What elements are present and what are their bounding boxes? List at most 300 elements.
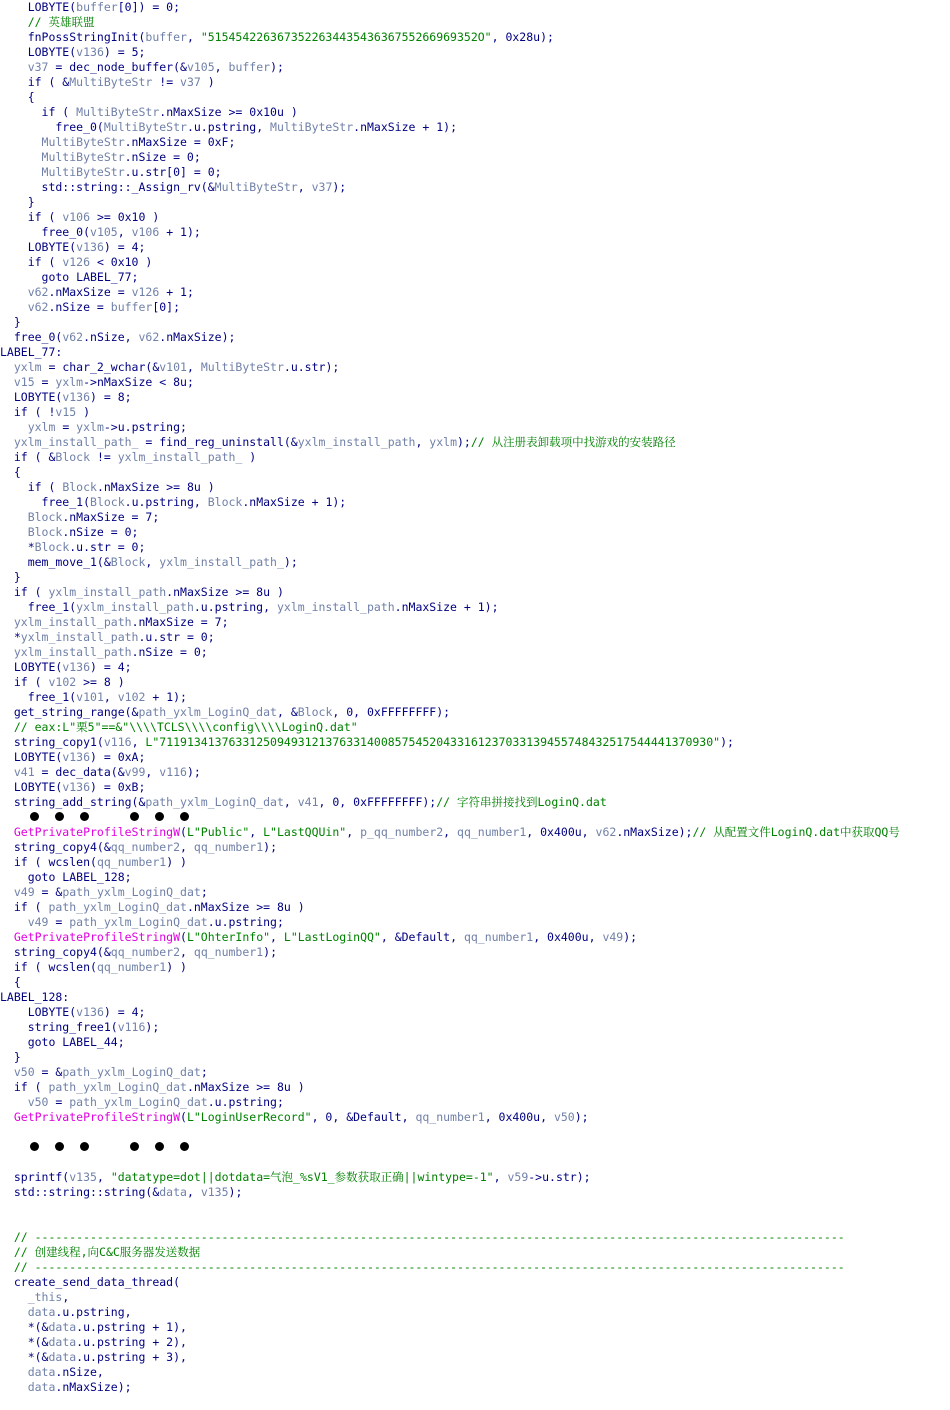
code-token: if ( — [0, 675, 49, 689]
code-variable: v101 — [159, 360, 187, 374]
code-token: LOBYTE( — [0, 780, 63, 794]
code-line[interactable] — [0, 1305, 132, 1320]
code-token: ); — [270, 60, 284, 74]
code-token: .nMaxSize + 1); — [394, 600, 499, 614]
code-token: std::string::_Assign_rv(& — [0, 180, 215, 194]
code-variable: qq_number1 — [193, 945, 264, 959]
code-line[interactable] — [0, 450, 256, 465]
code-line[interactable] — [0, 960, 187, 975]
code-line[interactable] — [0, 600, 499, 615]
code-token: fnPossStringInit( — [0, 30, 146, 44]
code-token: ( — [180, 825, 187, 839]
code-variable: yxlm_install_path — [48, 585, 167, 599]
code-line[interactable] — [0, 765, 201, 780]
code-variable: v116 — [117, 1020, 146, 1034]
code-line[interactable] — [0, 300, 180, 315]
code-token: free_1( — [0, 600, 77, 614]
code-token: = — [48, 915, 70, 929]
code-variable: qq_number1 — [96, 960, 167, 974]
code-token: *(& — [0, 1350, 49, 1364]
code-comment: // 字符串拼接找到LoginQ.dat — [436, 795, 607, 809]
code-token: { — [0, 465, 21, 479]
code-token: LOBYTE( — [0, 45, 77, 59]
code-variable: v136 — [76, 240, 104, 254]
code-variable: Block — [55, 450, 91, 464]
code-variable: Block — [62, 480, 97, 494]
code-token: if ( — [0, 900, 49, 914]
code-variable: path_yxlm_LoginQ_dat — [145, 795, 284, 809]
code-token: string_copy4(& — [0, 840, 111, 854]
code-token: if ( — [0, 210, 63, 224]
code-token: .u.str); — [283, 360, 340, 374]
code-string: L"LoginUserRecord" — [186, 1110, 312, 1124]
code-line[interactable] — [0, 1095, 284, 1110]
ellipsis-dot — [130, 1142, 139, 1151]
code-token: create_send_data_thread( — [0, 1275, 181, 1289]
code-token: >= 8 ) — [76, 675, 125, 689]
code-token: if ( wcslen( — [0, 960, 97, 974]
code-line[interactable] — [0, 1185, 242, 1200]
code-line[interactable] — [0, 1275, 180, 1290]
code-token: if ( & — [0, 450, 56, 464]
code-token: if ( — [0, 1080, 49, 1094]
code-token: LABEL_77: — [0, 345, 63, 359]
code-variable: v49 — [0, 915, 49, 929]
code-token: = & — [34, 1065, 63, 1079]
code-string: L"LastQQUin" — [263, 825, 347, 839]
code-line[interactable] — [0, 225, 201, 240]
code-token: if ( — [0, 480, 63, 494]
code-variable: Block — [207, 495, 243, 509]
code-line[interactable] — [0, 795, 607, 810]
code-line[interactable] — [0, 975, 21, 990]
code-variable: path_yxlm_LoginQ_dat — [62, 885, 201, 899]
code-line[interactable] — [0, 1035, 125, 1050]
code-line[interactable] — [0, 0, 180, 15]
code-token: ) ) — [166, 960, 187, 974]
code-token: , — [180, 945, 194, 959]
code-token: string_copy1( — [0, 735, 104, 749]
code-variable: yxlm_install_path — [276, 600, 395, 614]
code-line[interactable] — [0, 210, 159, 225]
code-token: [0]) = 0; — [117, 0, 181, 14]
code-line[interactable] — [0, 1320, 187, 1335]
code-line[interactable] — [0, 1380, 132, 1395]
ellipsis-dot — [80, 1142, 89, 1151]
code-line[interactable] — [0, 135, 235, 150]
code-variable: v62 — [0, 285, 49, 299]
code-line[interactable] — [0, 645, 208, 660]
code-token: ) = 8; — [90, 390, 132, 404]
code-token: ); — [574, 1110, 589, 1124]
code-line[interactable] — [0, 840, 277, 855]
code-line[interactable] — [0, 435, 676, 450]
code-variable: v106 — [131, 225, 160, 239]
code-line[interactable] — [0, 690, 187, 705]
code-variable: v136 — [62, 660, 91, 674]
code-token: , 0x28u); — [491, 30, 554, 44]
code-token: .nMaxSize >= 8u ) — [186, 1080, 305, 1094]
code-variable: data — [0, 1365, 56, 1379]
code-line[interactable] — [0, 1350, 187, 1365]
code-line[interactable] — [0, 255, 152, 270]
code-token: .u.pstring + 2), — [76, 1335, 187, 1349]
code-token: , — [145, 765, 160, 779]
code-line[interactable] — [0, 120, 457, 135]
code-variable: data — [48, 1350, 77, 1364]
code-variable: v136 — [62, 750, 91, 764]
code-variable: data — [0, 1380, 56, 1394]
code-token: .u.str[0] = 0; — [124, 165, 222, 179]
ellipsis-dot — [180, 1142, 189, 1151]
code-variable: data — [48, 1320, 77, 1334]
code-token: LABEL_128: — [0, 990, 70, 1004]
code-token: ->nMaxSize < 8u; — [83, 375, 194, 389]
code-token: if ( & — [0, 75, 70, 89]
code-variable: qq_number1 — [415, 1110, 485, 1124]
code-token: mem_move_1(& — [0, 555, 111, 569]
code-line[interactable] — [0, 945, 277, 960]
code-variable: v101 — [76, 690, 104, 704]
code-token: LOBYTE( — [0, 390, 63, 404]
code-line[interactable] — [0, 495, 346, 510]
code-line[interactable] — [0, 630, 215, 645]
ellipsis-dot — [55, 1142, 64, 1151]
code-line[interactable] — [0, 1080, 305, 1095]
code-token: LOBYTE( — [0, 1005, 77, 1019]
code-line[interactable] — [0, 825, 900, 840]
code-token: , & — [276, 705, 298, 719]
code-variable: buffer — [76, 0, 118, 14]
code-token: ) = 4; — [103, 1005, 146, 1019]
code-line[interactable] — [0, 375, 194, 390]
code-token: { — [0, 975, 21, 989]
code-token: , &Default, — [380, 930, 464, 944]
code-token: = — [34, 375, 56, 389]
code-variable: MultiByteStr — [69, 75, 153, 89]
code-token: , 0x400u, — [526, 825, 596, 839]
code-line[interactable] — [0, 930, 637, 945]
code-string: "datatype=dot||dotdata=气泡_%sV1_参数获取正确||wintype=-1" — [110, 1170, 494, 1184]
code-token: , — [145, 555, 160, 569]
code-line[interactable] — [0, 780, 145, 795]
code-variable: Block — [0, 510, 63, 524]
code-token: + 1); — [159, 225, 201, 239]
code-line[interactable] — [0, 30, 554, 45]
code-variable: v105 — [90, 225, 118, 239]
ellipsis-dot — [155, 1142, 164, 1151]
code-line[interactable] — [0, 90, 35, 105]
code-line[interactable] — [0, 660, 132, 675]
code-line[interactable] — [0, 1050, 21, 1065]
code-token: , — [493, 1170, 508, 1184]
code-token: .nSize = 0; — [62, 525, 139, 539]
code-variable: v59 — [507, 1170, 529, 1184]
code-token: , — [131, 735, 146, 749]
code-comment: // --------------------------------------------------------------------------------------------------------------------- — [0, 1230, 845, 1244]
code-token: = — [55, 420, 77, 434]
code-line[interactable] — [0, 195, 35, 210]
code-token: , — [270, 930, 284, 944]
code-string: L"OhterInfo" — [186, 930, 271, 944]
code-token: .u.pstring, — [193, 600, 277, 614]
code-variable: Block — [110, 555, 146, 569]
code-token: .nMaxSize + 1); — [353, 120, 457, 134]
code-token: ( — [180, 930, 187, 944]
code-variable: path_yxlm_LoginQ_dat — [69, 1095, 208, 1109]
code-line[interactable] — [0, 540, 145, 555]
code-token: .nMaxSize = 7; — [131, 615, 229, 629]
code-variable: data — [48, 1335, 77, 1349]
code-token: std::string::string(& — [0, 1185, 160, 1199]
code-token: .u.pstring, — [124, 495, 208, 509]
code-line[interactable] — [0, 1170, 591, 1185]
code-token: *(& — [0, 1335, 49, 1349]
code-token: string_copy4(& — [0, 945, 111, 959]
code-token: , — [186, 30, 201, 44]
code-token: LOBYTE( — [0, 660, 63, 674]
code-line[interactable] — [0, 465, 21, 480]
code-variable: yxlm — [429, 435, 457, 449]
code-variable: v41 — [297, 795, 319, 809]
code-line[interactable] — [0, 165, 222, 180]
code-token: .nSize = 0; — [131, 645, 208, 659]
code-line[interactable] — [0, 330, 235, 345]
code-token: goto LABEL_77; — [0, 270, 139, 284]
code-token: , 0x400u, — [533, 930, 603, 944]
code-token: .u.pstring; — [207, 1095, 284, 1109]
code-api-call: GetPrivateProfileStringW — [0, 930, 181, 944]
code-token: if ( ! — [0, 405, 56, 419]
code-line[interactable] — [0, 1005, 145, 1020]
code-variable: _this — [0, 1290, 63, 1304]
code-token: .nSize = 0; — [124, 150, 201, 164]
code-token: LOBYTE( — [0, 0, 77, 14]
code-comment: // 英雄联盟 — [0, 15, 95, 29]
code-line[interactable] — [0, 420, 187, 435]
code-variable: v102 — [48, 675, 77, 689]
code-line[interactable] — [0, 480, 215, 495]
code-variable: yxlm_install_path — [0, 645, 132, 659]
code-line[interactable] — [0, 1245, 200, 1260]
code-variable: v49 — [0, 885, 35, 899]
code-line[interactable] — [0, 60, 284, 75]
code-variable: v50 — [553, 1110, 575, 1124]
code-variable: v49 — [602, 930, 624, 944]
code-variable: yxlm_install_path_ — [117, 450, 243, 464]
code-line[interactable] — [0, 285, 194, 300]
code-line[interactable] — [0, 1365, 104, 1380]
code-token: .u.pstring, — [55, 1305, 132, 1319]
code-variable: yxlm — [76, 420, 104, 434]
code-token: + 1); — [145, 690, 187, 704]
code-variable: MultiByteStr — [214, 180, 298, 194]
code-variable: v136 — [62, 780, 91, 794]
code-variable: v41 — [0, 765, 35, 779]
code-line[interactable] — [0, 1335, 187, 1350]
code-variable: Block — [34, 540, 70, 554]
code-token: ); — [263, 840, 277, 854]
code-variable: v99 — [124, 765, 146, 779]
code-token: string_add_string(& — [0, 795, 146, 809]
code-line[interactable] — [0, 1230, 845, 1245]
code-line[interactable] — [0, 390, 132, 405]
code-line[interactable] — [0, 735, 734, 750]
code-variable: qq_number1 — [193, 840, 264, 854]
code-token: ) = 0xA; — [90, 750, 146, 764]
code-line[interactable] — [0, 1065, 208, 1080]
code-token: .u.pstring; — [207, 915, 284, 929]
code-token: ; — [200, 1065, 208, 1079]
code-token: goto LABEL_128; — [0, 870, 132, 884]
code-line[interactable] — [0, 45, 145, 60]
code-variable: v62 — [138, 330, 160, 344]
code-variable: MultiByteStr — [76, 105, 160, 119]
code-line[interactable] — [0, 570, 21, 585]
code-line[interactable] — [0, 555, 298, 570]
code-token: .u.pstring, — [186, 120, 271, 134]
code-api-call: GetPrivateProfileStringW — [0, 1110, 181, 1124]
code-line[interactable] — [0, 675, 125, 690]
code-line[interactable] — [0, 990, 69, 1005]
code-line[interactable] — [0, 1110, 589, 1125]
code-line[interactable] — [0, 15, 94, 30]
code-line[interactable] — [0, 885, 208, 900]
code-line[interactable] — [0, 525, 138, 540]
code-token: .nMaxSize >= 8u ) — [96, 480, 215, 494]
code-variable: v136 — [62, 390, 91, 404]
code-variable: path_yxlm_LoginQ_dat — [62, 1065, 201, 1079]
code-token: ) = 4; — [103, 240, 146, 254]
code-line[interactable] — [0, 1260, 845, 1275]
code-line[interactable] — [0, 720, 358, 735]
code-token: * — [0, 630, 21, 644]
code-token: ); — [720, 735, 734, 749]
code-line[interactable] — [0, 585, 284, 600]
code-line[interactable] — [0, 1020, 159, 1035]
code-variable: Block — [90, 495, 125, 509]
code-line[interactable] — [0, 345, 62, 360]
code-variable: v62 — [595, 825, 617, 839]
code-token: LOBYTE( — [0, 750, 63, 764]
code-variable: v37 — [180, 75, 201, 89]
code-token: free_0( — [0, 120, 104, 134]
code-token: .nMaxSize = 7; — [62, 510, 160, 524]
code-token: = dec_data(& — [34, 765, 125, 779]
code-variable: Block — [0, 525, 63, 539]
code-token: .nMaxSize); — [55, 1380, 132, 1394]
code-variable: v126 — [62, 255, 91, 269]
code-token: ) ) — [166, 855, 187, 869]
code-token: .nMaxSize >= 8u ) — [166, 585, 284, 599]
code-line[interactable] — [0, 900, 305, 915]
code-string: "515454226367352263443543636755266969352O" — [200, 30, 492, 44]
code-line[interactable] — [0, 360, 339, 375]
code-token: , — [180, 840, 194, 854]
code-string: L"LastLoginQQ" — [283, 930, 381, 944]
code-token: } — [0, 1050, 21, 1064]
code-comment: // 从注册表卸载项中找游戏的安装路径 — [470, 435, 676, 449]
code-variable: v102 — [117, 690, 146, 704]
code-token: goto LABEL_44; — [0, 1035, 125, 1049]
code-token: ); — [283, 555, 298, 569]
code-token: free_1( — [0, 690, 77, 704]
code-line[interactable] — [0, 855, 187, 870]
code-token: } — [0, 570, 21, 584]
code-variable: yxlm_install_path — [20, 630, 139, 644]
code-token: free_1( — [0, 495, 91, 509]
code-token: if ( — [0, 585, 49, 599]
code-token: != — [152, 75, 181, 89]
code-token: ; — [200, 885, 208, 899]
code-comment: // 从配置文件LoginQ.dat中获取QQ号 — [692, 825, 900, 839]
code-variable: v135 — [69, 1170, 97, 1184]
code-line[interactable] — [0, 75, 215, 90]
code-variable: v37 — [311, 180, 333, 194]
code-line[interactable] — [0, 870, 132, 885]
code-token: .nMaxSize = — [48, 285, 132, 299]
code-token: , 0x400u, — [484, 1110, 554, 1124]
code-token: ) — [76, 405, 91, 419]
code-line[interactable] — [0, 240, 145, 255]
code-variable: Block — [297, 705, 333, 719]
ellipsis-dot — [180, 812, 189, 821]
code-token: ) — [200, 75, 215, 89]
code-line[interactable] — [0, 270, 138, 285]
code-line[interactable] — [0, 105, 298, 120]
code-line[interactable] — [0, 1290, 69, 1305]
code-token: , — [214, 60, 229, 74]
code-variable: qq_number2 — [110, 840, 181, 854]
ellipsis-dot — [130, 812, 139, 821]
code-line[interactable] — [0, 180, 346, 195]
code-token: , — [415, 435, 430, 449]
code-token: * — [0, 540, 35, 554]
code-token: .nMaxSize + 1); — [242, 495, 347, 509]
code-line[interactable] — [0, 750, 145, 765]
code-line[interactable] — [0, 705, 450, 720]
code-token: } — [0, 195, 35, 209]
code-line[interactable] — [0, 510, 159, 525]
code-line[interactable] — [0, 915, 284, 930]
code-token: = & — [34, 885, 63, 899]
code-variable: v62 — [62, 330, 84, 344]
code-line[interactable] — [0, 315, 21, 330]
code-variable: yxlm_install_path_ — [159, 555, 284, 569]
code-variable: yxlm_install_path — [76, 600, 194, 614]
code-token: if ( wcslen( — [0, 855, 97, 869]
code-variable: MultiByteStr — [103, 120, 187, 134]
code-variable: v15 — [55, 405, 77, 419]
code-token: >= 0x10 ) — [90, 210, 160, 224]
code-variable: v126 — [131, 285, 160, 299]
code-token: .nMaxSize >= 0x10u ) — [159, 105, 298, 119]
code-variable: yxlm — [0, 360, 42, 374]
code-comment: // --------------------------------------------------------------------------------------------------------------------- — [0, 1260, 845, 1274]
code-api-call: GetPrivateProfileStringW — [0, 825, 181, 839]
code-line[interactable] — [0, 150, 201, 165]
code-variable: MultiByteStr — [200, 360, 284, 374]
code-token: .u.str = 0; — [69, 540, 146, 554]
code-token: ); — [145, 1020, 160, 1034]
code-token: , — [117, 225, 132, 239]
code-variable: data — [159, 1185, 187, 1199]
code-line[interactable] — [0, 615, 229, 630]
code-token: free_0( — [0, 225, 91, 239]
code-token: ); — [263, 945, 277, 959]
code-variable: qq_number1 — [457, 825, 527, 839]
code-line[interactable] — [0, 405, 90, 420]
